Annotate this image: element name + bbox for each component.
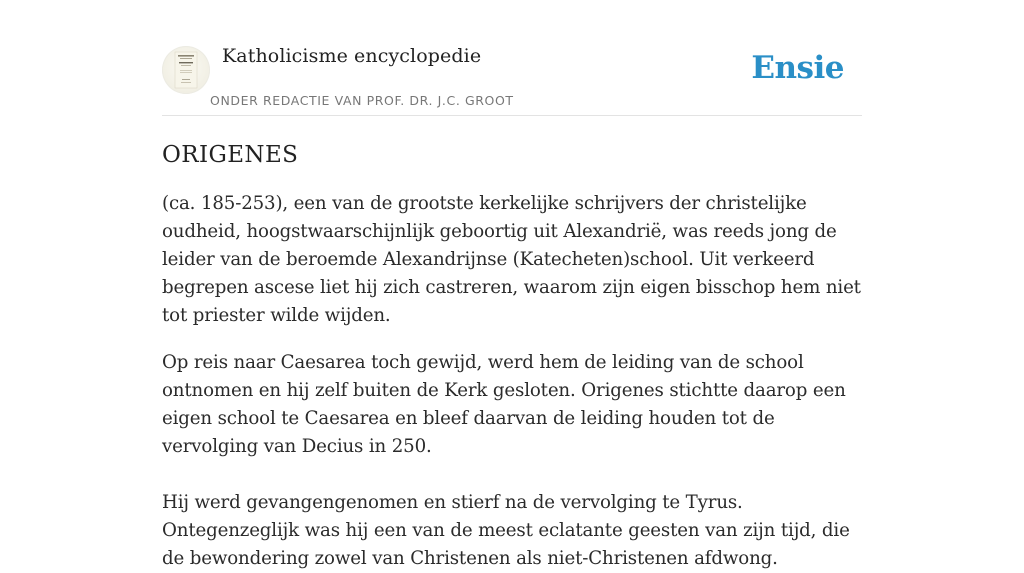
article-paragraph-3: Hij werd gevangengenomen en stierf na de vervolging te Tyrus. Ontegenzeglijk was hij een van de meest eclatante geesten van zijn tijd, die de bewondering zowel van Christenen als niet-Christenen afdwong. [162,492,850,569]
site-header [162,0,862,116]
book-cover-logo-icon[interactable] [162,46,210,94]
site-title[interactable]: Katholicisme encyclopedie [222,45,482,67]
site-subtitle: ONDER REDACTIE VAN PROF. DR. J.C. GROOT [210,93,514,108]
ensie-brand-link[interactable]: Ensie [751,50,844,86]
article-paragraph-1: (ca. 185-253), een van de grootste kerkelijke schrijvers der christelijke oudheid, hoogstwaarschijnlijk geboortig uit Alexandrië, was reeds jong de leider van de beroemde Alexandrijnse (Katecheten)school. Uit verkeerd begrepen ascese liet hij zich castreren, waarom zijn eigen bisschop hem niet tot priester wilde wijden. [162,193,861,326]
article-paragraph-2: Op reis naar Caesarea toch gewijd, werd hem de leiding van de school ontnomen en hij zelf buiten de Kerk gesloten. Origenes stichtte daarop een eigen school te Caesarea en bleef daarvan de leiding houden tot de vervolging van Decius in 250. [162,352,846,457]
article-title: ORIGENES [162,142,299,168]
page [162,0,862,573]
article [162,142,862,573]
